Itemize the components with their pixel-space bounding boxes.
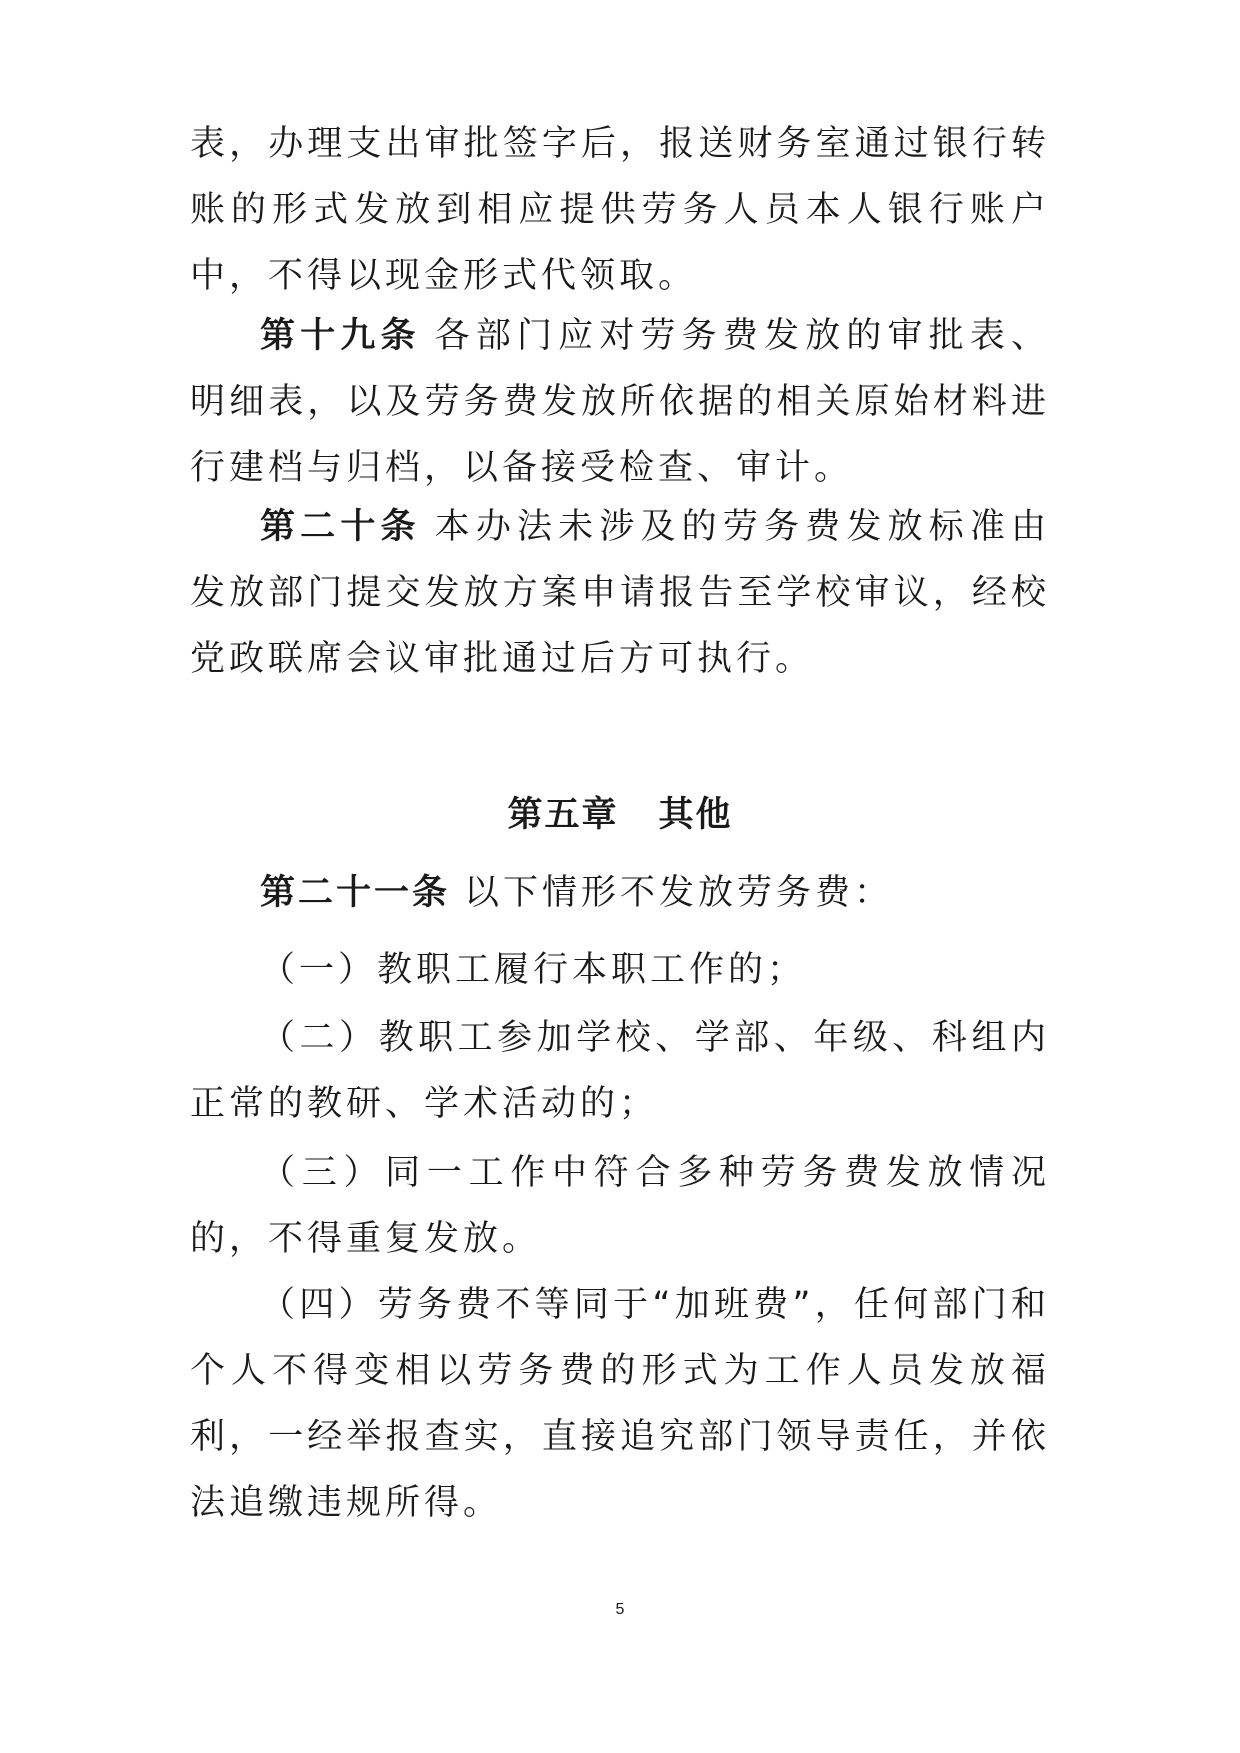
article-21: [190, 860, 1050, 926]
article-19-text: 各部门应对劳务费发放的审批表、明细表，以及劳务费发放所依据的相关原始材料进行建档与归档，以备接受检查、审计。: [190, 316, 1050, 488]
article-21-heading: 第二十一条: [260, 873, 451, 913]
article-21-text: 以下情形不发放劳务费：: [464, 873, 894, 913]
article-19: [190, 303, 1050, 501]
list-item: （一）教职工履行本职工作的；: [260, 950, 807, 990]
article-20: [190, 494, 1050, 692]
list-item: （四）劳务费不等同于“加班费”，任何部门和个人不得变相以劳务费的形式为工作人员发放福利，一经举报查实，直接追究部门领导责任，并依法追缴违规所得。: [190, 1285, 1050, 1523]
article-20-text: 本办法未涉及的劳务费发放标准由发放部门提交发放方案申请报告至学校审议，经校党政联席会议审批通过后方可执行。: [190, 507, 1050, 679]
article-20-heading: 第二十条: [260, 507, 421, 547]
article-19-heading: 第十九条: [260, 316, 421, 356]
chapter-number: 第五章: [507, 795, 619, 835]
list-item: （三）同一工作中符合多种劳务费发放情况的，不得重复发放。: [190, 1153, 1050, 1259]
chapter-title: [0, 782, 1240, 848]
chapter-name: 其他: [658, 795, 733, 835]
list-item: （二）教职工参加学校、学部、年级、科组内正常的教研、学术活动的；: [190, 1018, 1050, 1124]
page-number: 5: [615, 1601, 625, 1618]
intro-paragraph: 表，办理支出审批签字后，报送财务室通过银行转账的形式发放到相应提供劳务人员本人银行账户中，不得以现金形式代领取。: [190, 124, 1050, 296]
